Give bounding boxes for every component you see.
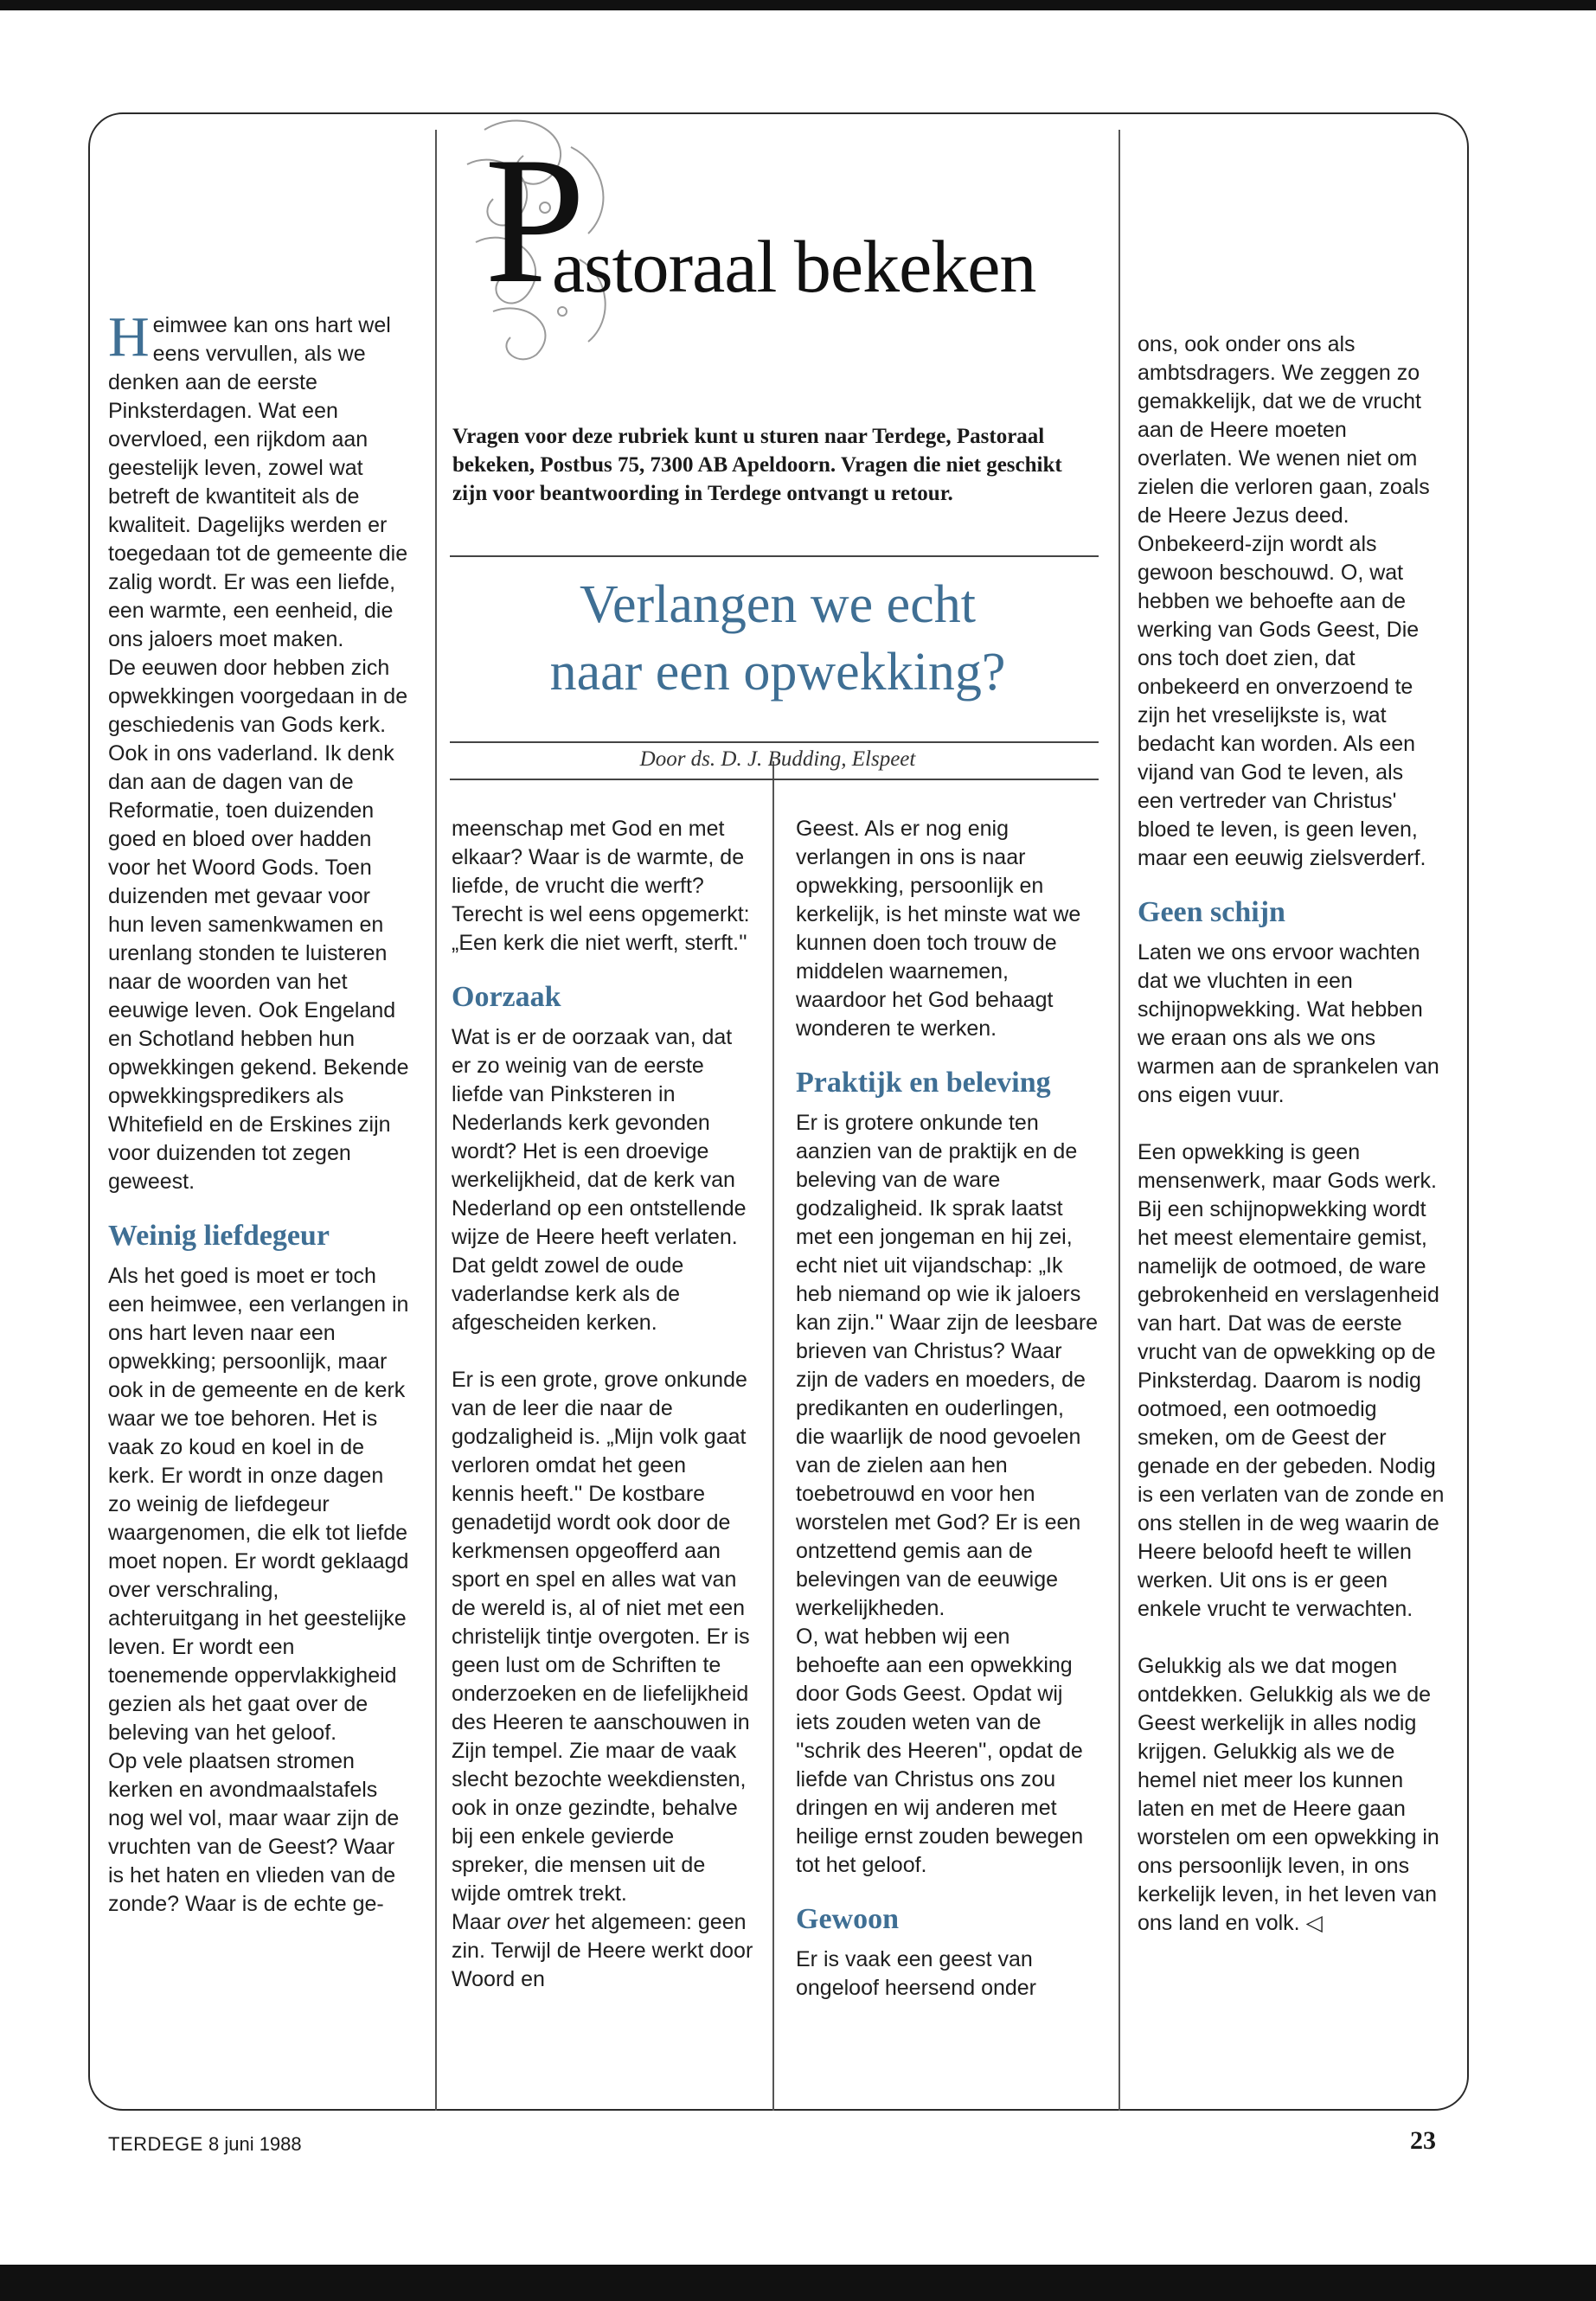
- drop-cap: H: [108, 305, 150, 369]
- paragraph: Maar over het algemeen: geen zin. Terwijl de Heere werkt door Woord en: [452, 1910, 753, 1991]
- column-3: [796, 815, 1099, 2003]
- rule-above-byline: [450, 741, 1099, 743]
- paragraph: Laten we ons ervoor wachten dat we vluchten in een schijnopwekking. Wat hebben we eraan ons als we ons warmen aan de sprankelen van ons eigen vuur.: [1138, 940, 1439, 1107]
- paragraph: ons, ook onder ons als ambtsdragers. We zeggen zo gemakkelijk, dat we de vrucht aan de Heere moeten overlaten. We wenen niet om zielen die verloren gaan, zoals de Heere Jezus deed. Onbekeerd-zijn wordt als gewoon beschouwd. O, wat hebben we behoefte aan de werking van Gods Geest, Die ons toch doet zien, dat onbekeerd en onverzoend te zijn het vreselijkste is, wat bedacht kan worden. Als een vijand van God te leven, als een vertreder van Christus' bloed te leven, is geen leven, maar een eeuwig zielsverderf.: [1138, 332, 1430, 870]
- paragraph: Wat is er de oorzaak van, dat er zo weinig van de eerste liefde van Pinksteren in Nederlands kerk gevonden wordt? Het is een droevige werkelijkheid, dat de kerk van Nederland op een ontstellende wijze de Heere heeft verlaten. Dat geldt zowel de oude vaderlandse kerk als de afgescheiden kerken.: [452, 1025, 747, 1335]
- subheading: Gewoon: [796, 1903, 899, 1935]
- paragraph: meenschap met God en met elkaar? Waar is de warmte, de liefde, de vrucht die werft? Terecht is wel eens opgemerkt: „Een kerk die niet werft, sterft.'': [452, 817, 750, 955]
- column-title: [450, 112, 1125, 372]
- subheading: Oorzaak: [452, 981, 561, 1013]
- paragraph: O, wat hebben wij een behoefte aan een opwekking door Gods Geest. Opdat wij iets zouden weten van de ''schrik des Heeren'', opdat de liefde van Christus ons zou dringen en wij anderen met heilige ernst zouden bewegen tot het geloof.: [796, 1625, 1084, 1877]
- column-1: [108, 305, 411, 1919]
- page-number: 23: [1410, 2126, 1436, 2155]
- subheading: Geen schijn: [1138, 896, 1285, 928]
- paragraph: Gelukkig als we dat mogen ontdekken. Gelukkig als we de Geest werkelijk in alles nodig krijgen. Gelukkig als we de hemel niet meer los kunnen laten en met de Heere gaan worstelen om een opwekking in ons persoonlijk leven, in ons kerkelijk leven, in het leven van ons land en volk. ◁: [1138, 1654, 1439, 1935]
- paragraph: De eeuwen door hebben zich opwekkingen voorgedaan in de geschiedenis van Gods kerk. Ook in ons vaderland. Ik denk dan aan de dagen van de Reformatie, toen duizenden goed en bloed over hadden voor het Woord Gods. Toen duizenden met gevaar voor hun leven samenkwamen en urenlang stonden te luisteren naar de woorden van het eeuwige leven. Ook Engeland en Schotland hebben hun opwekkingen gekend. Bekende opwekkingspredikers als Whitefield en de Erskines zijn voor duizenden tot zegen geweest.: [108, 656, 409, 1194]
- footer-publication: [108, 2133, 302, 2156]
- column-divider-2: [772, 761, 774, 2111]
- column-2: [452, 815, 754, 1994]
- headline-line-1: Verlangen we echt: [580, 575, 976, 634]
- magazine-name: TERDEGE: [108, 2133, 203, 2155]
- paragraph: Er is vaak een geest van ongeloof heersend onder: [796, 1947, 1037, 2000]
- paragraph: Er is een grote, grove onkunde van de leer die naar de godzaligheid is. „Mijn volk gaat verloren omdat het geen kennis heeft.'' De kostbare genadetijd wordt ook door de kerkmensen opgeofferd aan sport en spel en alles wat van de wereld is, al of niet met een christelijk tintje overgoten. Er is geen lust om de Schriften te onderzoeken en de liefelijkheid des Heeren te aanschouwen in Zijn tempel. Zie maar de vaak slecht bezochte weekdiensten, ook in onze gezindte, behalve bij een enkele gevierde spreker, die mensen uit de wijde omtrek trekt.: [452, 1368, 750, 1906]
- paragraph: Een opwekking is geen mensenwerk, maar Gods werk. Bij een schijnopwekking wordt het meest elementaire gemist, namelijk de ootmoed, de ware gebrokenheid en verslagenheid van hart. Dat was de eerste vrucht van de opwekking op de Pinksterdag. Daarom is nodig ootmoed, een ootmoedig smeken, om de Geest der genade en der gebeden. Nodig is een verlaten van de zonde en ons stellen in de weg waarin de Heere beloofd heeft te willen werken. Uit ons is er geen enkele vrucht te verwachten.: [1138, 1140, 1445, 1621]
- subheading: Praktijk en beleving: [796, 1067, 1051, 1099]
- article-headline: [452, 571, 1103, 706]
- paragraph: Er is grotere onkunde ten aanzien van de praktijk en de beleving van de ware godzaligheid. Ik sprak laatst met een jongeman en hij zei, echt niet uit vijandschap: „Ik heb niemand op wie ik jaloers kan zijn.'' Waar zijn de leesbare brieven van Christus? Waar zijn de vaders en moeders, de predikanten en ouderlingen, die waarlijk de nood gevoelen van de zielen aan hen toebetrouwd en voor hen worstelen met God? Er is een ontzettend gemis aan de belevingen van de eeuwige werkelijkheden.: [796, 1111, 1099, 1620]
- paragraph: Geest. Als er nog enig verlangen in ons is naar opwekking, persoonlijk en kerkelijk, is het minste wat we kunnen doen toch trouw de middelen waarnemen, waardoor het God behaagt wonderen te werken.: [796, 817, 1081, 1041]
- column-divider-1: [435, 130, 437, 2111]
- issue-date: 8 juni 1988: [208, 2133, 302, 2155]
- paragraph: Als het goed is moet er toch een heimwee, een verlangen in ons hart leven naar een opwekking; persoonlijk, maar ook in de gemeente en de kerk waar we toe behoren. Het is vaak zo koud en koel in de kerk. Er wordt in onze dagen zo weinig de liefdegeur waargenomen, die elk tot liefde moet nopen. Er wordt geklaagd over verschraling, achteruitgang in het geestelijke leven. Er wordt een toenemende oppervlakkigheid gezien als het gaat over de beleving van het geloof.: [108, 1264, 409, 1745]
- bottom-scan-border: [0, 2265, 1596, 2301]
- title-initial: P: [484, 120, 586, 321]
- column-4: [1138, 330, 1445, 1938]
- headline-line-2: naar een opwekking?: [549, 643, 1006, 702]
- title-text: astoraal bekeken: [552, 225, 1036, 308]
- paragraph: Op vele plaatsen stromen kerken en avondmaalstafels nog wel vol, maar waar zijn de vruchten van de Geest? Waar is het haten en vlieden van de zonde? Waar is de echte ge-: [108, 1749, 400, 1916]
- rule-below-byline: [450, 779, 1099, 780]
- byline: Door ds. D. J. Budding, Elspeet: [639, 747, 916, 771]
- submission-notice: Vragen voor deze rubriek kunt u sturen naar Terdege, Pastoraal bekeken, Postbus 75, 7300 AB Apeldoorn. Vragen die niet geschikt zijn voor beantwoording in Terdege ontvangt u retour.: [452, 425, 1062, 505]
- paragraph: Heimwee kan ons hart wel eens vervullen, als we denken aan de eerste Pinksterdagen. Wat een overvloed, een rijkdom aan geestelijk leven, zowel wat betreft de kwantiteit als de kwaliteit. Dagelijks werden er toegedaan tot de gemeente die zalig wordt. Er was een liefde, een warmte, een eenheid, die ons jaloers moet maken.: [108, 305, 408, 651]
- rule-above-headline: [450, 555, 1099, 557]
- top-scan-border: [0, 0, 1596, 10]
- subheading: Weinig liefdegeur: [108, 1220, 330, 1252]
- column-divider-3: [1118, 130, 1120, 2111]
